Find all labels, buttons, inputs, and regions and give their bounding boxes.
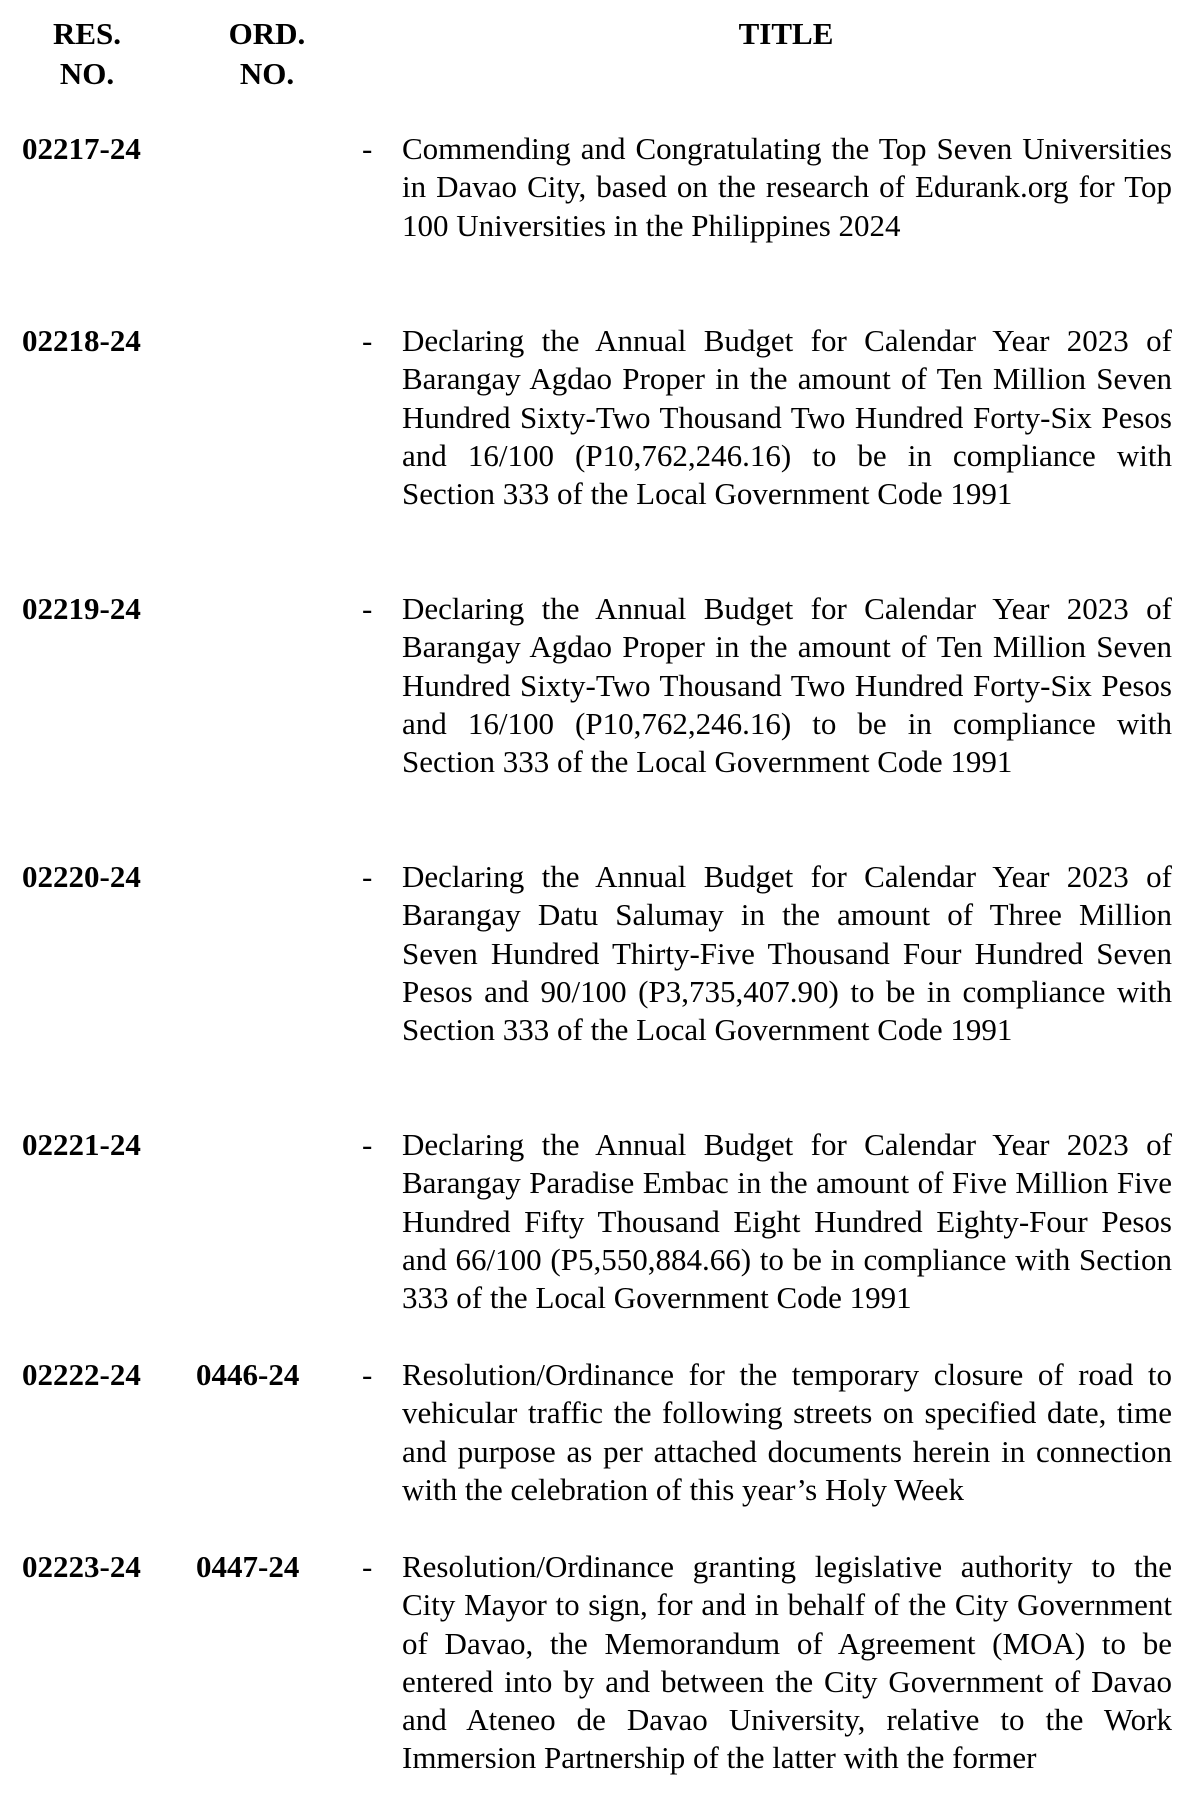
res-no-header-line1: RES. [52,16,122,51]
entry-dash: - [362,1549,373,1584]
entry-dash: - [362,1127,373,1162]
res-number: 02221-24 [22,1127,141,1162]
res-number: 02217-24 [22,131,141,166]
entry-title: Resolution/Ordinance for the temporary closure of road to vehicular traffic the following streets on specified date, time and purpose as per attached documents herein in connection with the celebration of this year’s Holy Week [402,1357,1172,1507]
res-number: 02222-24 [22,1357,141,1392]
entry-dash: - [362,1357,373,1392]
ord-number: 0447-24 [196,1549,300,1584]
ord-no-header-line1: ORD. [228,16,306,51]
ord-number: 0446-24 [196,1357,300,1392]
entry-dash: - [362,323,373,358]
entry-dash: - [362,859,373,894]
entry-title: Declaring the Annual Budget for Calendar Year 2023 of Barangay Datu Salumay in the amount of Three Million Seven Hundred Thirty-Five Thousand Four Hundred Seven Pesos and 90/100 (P3,735,407.90) to be in compliance with Section 333 of the Local Government Code 1991 [402,859,1172,1048]
res-number: 02223-24 [22,1549,141,1584]
entry-title: Commending and Congratulating the Top Seven Universities in Davao City, based on the research of Edurank.org for Top 100 Universities in the Philippines 2024 [402,131,1172,243]
res-number: 02219-24 [22,591,141,626]
entry-title: Resolution/Ordinance granting legislative authority to the City Mayor to sign, for and in behalf of the City Government of Davao, the Memorandum of Agreement (MOA) to be entered into by and between the City Government of Davao and Ateneo de Davao University, relative to the Work Immersion Partnership of the latter with the former [402,1549,1172,1776]
res-no-header-line2: NO. [59,56,115,91]
entry-dash: - [362,131,373,166]
res-number: 02218-24 [22,323,141,358]
entry-title: Declaring the Annual Budget for Calendar Year 2023 of Barangay Agdao Proper in the amount of Ten Million Seven Hundred Sixty-Two Thousand Two Hundred Forty-Six Pesos and 16/100 (P10,762,246.16) to be in compliance with Section 333 of the Local Government Code 1991 [402,591,1172,780]
res-no-header [22,14,152,94]
entry-title: Declaring the Annual Budget for Calendar Year 2023 of Barangay Paradise Embac in the amount of Five Million Five Hundred Fifty Thousand Eight Hundred Eighty-Four Pesos and 66/100 (P5,550,884.66) to be in compliance with Section 333 of the Local Government Code 1991 [402,1127,1172,1316]
ord-no-header [202,14,332,94]
ord-no-header-line2: NO. [239,56,295,91]
entry-dash: - [362,591,373,626]
title-header: TITLE [738,16,834,51]
res-number: 02220-24 [22,859,141,894]
entry-title: Declaring the Annual Budget for Calendar Year 2023 of Barangay Agdao Proper in the amount of Ten Million Seven Hundred Sixty-Two Thousand Two Hundred Forty-Six Pesos and 16/100 (P10,762,246.16) to be in compliance with Section 333 of the Local Government Code 1991 [402,323,1172,512]
